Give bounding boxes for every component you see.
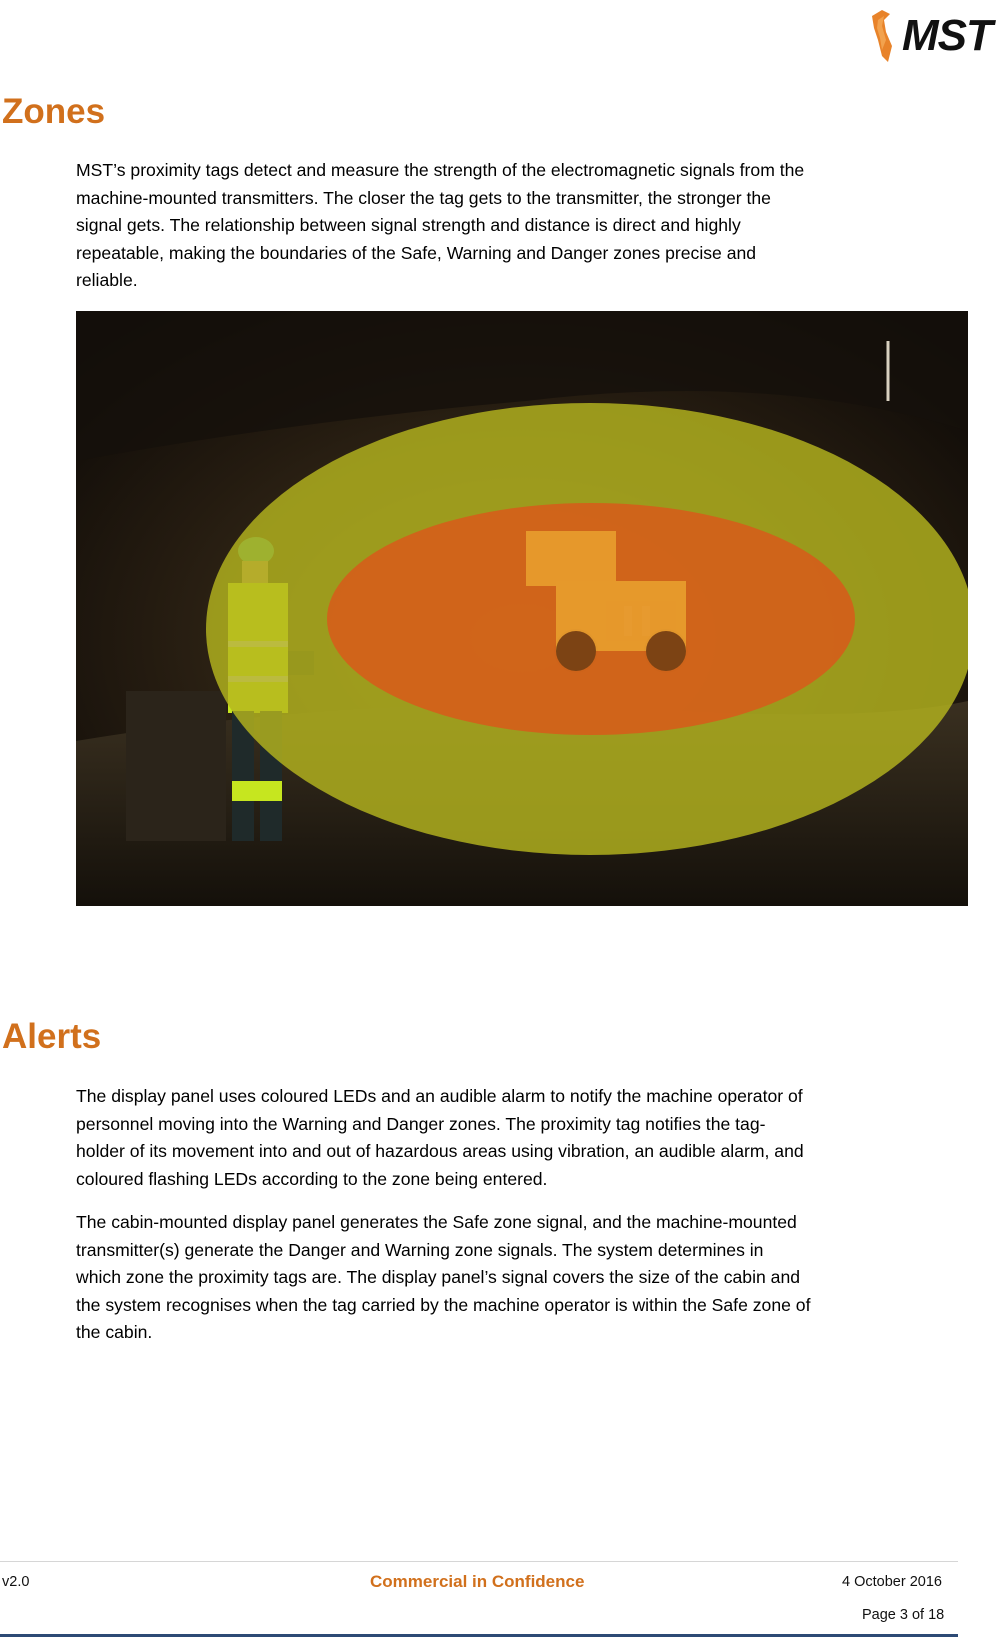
alerts-paragraph-line: The cabin-mounted display panel generates the Safe zone signal, and the machine-mounted bbox=[76, 1212, 797, 1232]
footer-version: v2.0 bbox=[2, 1574, 30, 1590]
zones-paragraph-line: reliable. bbox=[76, 270, 138, 290]
logo-text: MST bbox=[902, 11, 992, 60]
footer-page-number: Page 3 of 18 bbox=[862, 1607, 945, 1623]
zones-paragraph-line: signal gets. The relationship between signal strength and distance is direct and highly bbox=[76, 215, 741, 235]
zones-paragraph-line: MST’s proximity tags detect and measure the strength of the electromagnetic signals from the bbox=[76, 160, 805, 180]
alerts-paragraph-line: The display panel uses coloured LEDs and an audible alarm to notify the machine operator of bbox=[76, 1086, 803, 1106]
zones-paragraph-line: machine-mounted transmitters. The closer the tag gets to the transmitter, the stronger the bbox=[76, 187, 771, 208]
alerts-heading: Alerts bbox=[2, 1017, 102, 1056]
zones-heading: Zones bbox=[2, 92, 106, 131]
footer-bar bbox=[0, 1634, 958, 1637]
alerts-paragraph-2 bbox=[76, 1209, 956, 1347]
footer-divider bbox=[0, 1561, 958, 1562]
zones-paragraph bbox=[76, 157, 956, 295]
alerts-paragraph-line: the system recognises when the tag carried by the machine operator is within the Safe zone of bbox=[76, 1294, 811, 1315]
mst-logo-mark-icon bbox=[868, 6, 902, 66]
zones-illustration-svg bbox=[76, 311, 968, 906]
footer-classification: Commercial in Confidence bbox=[370, 1572, 585, 1591]
alerts-paragraph-line: holder of its movement into and out of hazardous areas using vibration, an audible alarm, and bbox=[76, 1141, 804, 1161]
zones-illustration bbox=[76, 311, 968, 906]
alerts-paragraph-1 bbox=[76, 1083, 956, 1193]
footer-date: 4 October 2016 bbox=[842, 1574, 942, 1590]
zones-paragraph-line: repeatable, making the boundaries of the Safe, Warning and Danger zones precise and bbox=[76, 242, 757, 263]
rock-block bbox=[126, 691, 226, 841]
mst-logo bbox=[868, 4, 999, 68]
alerts-paragraph-line: transmitter(s) generate the Danger and Warning zone signals. The system determines in bbox=[76, 1239, 764, 1260]
alerts-paragraph-line: coloured flashing LEDs according to the zone being entered. bbox=[76, 1168, 548, 1189]
alerts-paragraph-line: personnel moving into the Warning and Danger zones. The proximity tag notifies the tag- bbox=[76, 1113, 766, 1134]
alerts-paragraph-line: the cabin. bbox=[76, 1322, 153, 1342]
alerts-paragraph-line: which zone the proximity tags are. The display panel’s signal covers the size of the cabin and bbox=[76, 1267, 801, 1287]
